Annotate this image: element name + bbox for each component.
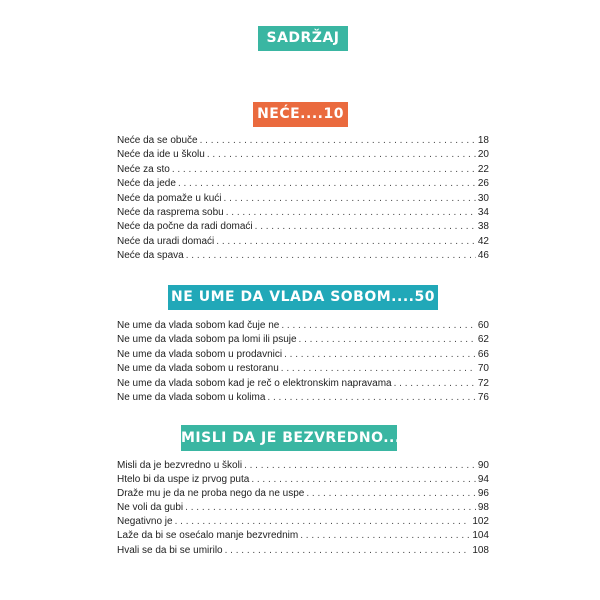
toc-entry [117, 515, 489, 529]
toc-entry-page-number: 108 [472, 544, 489, 556]
toc-entry [117, 487, 489, 501]
toc-entry [117, 459, 489, 473]
toc-entry-title: Hvali se da bi se umirilo [117, 544, 223, 556]
dot-leader [281, 362, 476, 376]
toc-entry-title: Ne ume da vlada sobom kad čuje ne [117, 320, 280, 331]
toc-entry-page-number: 76 [477, 391, 489, 403]
dot-leader [244, 459, 476, 473]
toc-entry-title: Negativno je [117, 516, 173, 528]
dot-leader [225, 544, 471, 558]
dot-leader [172, 163, 476, 177]
toc-entry-page-number: 38 [477, 221, 489, 233]
toc-entry-page-number: 94 [477, 474, 489, 486]
dot-leader [178, 177, 476, 191]
toc-entry-page-number: 60 [477, 320, 489, 331]
toc-entry [117, 177, 489, 191]
toc-entry [117, 163, 489, 177]
toc-entry-page-number: 90 [477, 460, 489, 471]
dot-leader [300, 529, 470, 543]
toc-entry-title: Neće da ide u školu [117, 149, 205, 161]
section-heading: NE UME DA VLADA SOBOM....50 [168, 285, 438, 310]
toc-entry-page-number: 98 [477, 502, 489, 514]
dot-leader [394, 377, 476, 391]
toc-entry-title: Neće za sto [117, 163, 170, 175]
section-heading: MISLI DA JE BEZVREDNO....78 [181, 425, 397, 451]
toc-list [117, 459, 489, 558]
toc-entry [117, 391, 489, 405]
dot-leader [267, 391, 475, 405]
dot-leader [175, 515, 471, 529]
dot-leader [306, 487, 476, 501]
toc-entry [117, 192, 489, 206]
toc-entry-title: Laže da bi se osećalo manje bezvrednim [117, 530, 299, 542]
dot-leader [185, 501, 476, 515]
toc-entry-title: Neće da se obuče [117, 135, 198, 146]
toc-entry-page-number: 104 [472, 530, 489, 542]
dot-leader [224, 192, 476, 206]
toc-entry-page-number: 66 [477, 348, 489, 360]
toc-entry-page-number: 46 [477, 250, 489, 262]
toc-entry-title: Neće da spava [117, 250, 184, 262]
dot-leader [207, 148, 476, 162]
contents-heading: SADRŽAJ [258, 26, 348, 51]
dot-leader [216, 235, 476, 249]
dot-leader [299, 333, 476, 347]
toc-entry [117, 235, 489, 249]
toc-entry-title: Ne voli da gubi [117, 502, 184, 514]
toc-entry-page-number: 18 [477, 135, 489, 146]
toc-list [117, 319, 489, 405]
toc-entry-title: Neće da počne da radi domaći [117, 221, 253, 233]
toc-entry-title: Neće da rasprema sobu [117, 206, 224, 218]
toc-entry-title: Neće da pomaže u kući [117, 192, 222, 204]
toc-list [117, 134, 489, 264]
toc-entry-title: Ne ume da vlada sobom u restoranu [117, 363, 279, 375]
toc-entry-page-number: 96 [477, 488, 489, 500]
toc-entry-title: Ne ume da vlada sobom u prodavnici [117, 348, 283, 360]
toc-entry-page-number: 62 [477, 334, 489, 346]
section-heading: NEĆE....10 [253, 102, 348, 127]
toc-entry [117, 220, 489, 234]
toc-entry-title: Neće da uradi domaći [117, 235, 215, 247]
toc-entry [117, 362, 489, 376]
dot-leader [284, 348, 476, 362]
toc-entry [117, 319, 489, 333]
toc-entry-page-number: 30 [477, 192, 489, 204]
toc-entry-page-number: 72 [477, 377, 489, 389]
toc-entry [117, 333, 489, 347]
toc-entry-title: Ne ume da vlada sobom kad je reč o elektronskim napravama [117, 377, 392, 389]
toc-entry-page-number: 22 [477, 163, 489, 175]
toc-entry [117, 249, 489, 263]
dot-leader [226, 206, 476, 220]
toc-entry [117, 529, 489, 543]
toc-entry-title: Htelo bi da uspe iz prvog puta [117, 474, 250, 486]
toc-entry-page-number: 102 [472, 516, 489, 528]
toc-entry-page-number: 70 [477, 363, 489, 375]
toc-entry-title: Misli da je bezvredno u školi [117, 460, 243, 471]
toc-entry-title: Ne ume da vlada sobom pa lomi ili psuje [117, 334, 297, 346]
toc-entry [117, 134, 489, 148]
toc-entry-title: Ne ume da vlada sobom u kolima [117, 391, 266, 403]
toc-entry-page-number: 42 [477, 235, 489, 247]
toc-entry-title: Neće da jede [117, 178, 176, 190]
toc-entry [117, 544, 489, 558]
toc-entry-page-number: 20 [477, 149, 489, 161]
dot-leader [200, 134, 476, 148]
toc-entry-page-number: 34 [477, 206, 489, 218]
toc-entry [117, 148, 489, 162]
toc-entry [117, 473, 489, 487]
toc-entry [117, 377, 489, 391]
toc-entry [117, 206, 489, 220]
dot-leader [281, 319, 476, 333]
dot-leader [186, 249, 476, 263]
dot-leader [251, 473, 476, 487]
toc-entry-page-number: 26 [477, 178, 489, 190]
dot-leader [255, 220, 476, 234]
toc-entry [117, 501, 489, 515]
toc-entry [117, 348, 489, 362]
toc-entry-title: Draže mu je da ne proba nego da ne uspe [117, 488, 305, 500]
